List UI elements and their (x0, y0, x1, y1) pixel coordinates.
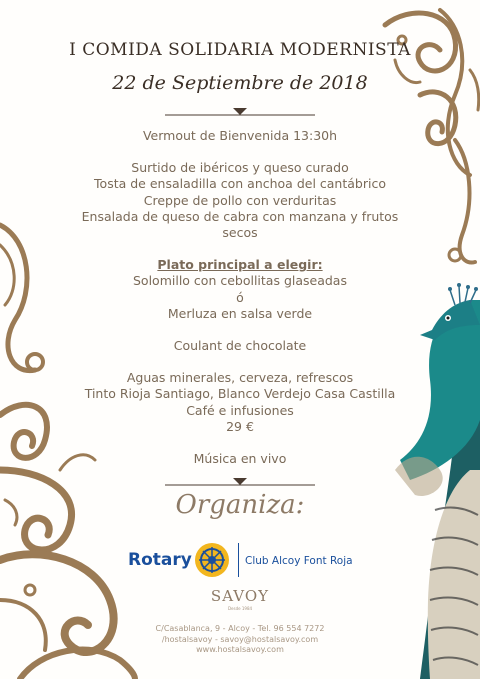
rotary-wheel-icon (193, 541, 231, 579)
welcome-drink: Vermout de Bienvenida 13:30h (142, 128, 338, 143)
main-course-heading: Plato principal a elegir: (157, 257, 323, 273)
venue-tagline: Desde 1984 (227, 606, 253, 611)
drink-item: Aguas minerales, cerveza, refrescos (126, 370, 354, 386)
venue-web: www.hostalsavoy.com (196, 645, 284, 654)
main-course-option: Merluza en salsa verde (167, 305, 313, 321)
drink-item: Tinto Rioja Santiago, Blanco Verdejo Casa Castilla (84, 386, 396, 402)
logo-separator (238, 543, 239, 577)
main-course-option: Solomillo con cebollitas glaseadas (133, 273, 347, 289)
event-date: 22 de Septiembre de 2018 (112, 72, 368, 94)
menu-list (70, 128, 410, 467)
starter-item: Creppe de pollo con verduritas (143, 192, 337, 208)
venue-address: C/Casablanca, 9 - Alcoy - Tel. 96 554 7272 (155, 624, 325, 633)
club-label: Club Alcoy Font Roja (245, 555, 353, 567)
main-course-separator: ó (236, 289, 244, 305)
price: 29 € (226, 418, 254, 434)
drink-item: Café e infusiones (186, 402, 294, 418)
starter-item: Tosta de ensaladilla con anchoa del cantábrico (94, 176, 386, 192)
starter-item: Surtido de ibéricos y queso curado (131, 160, 349, 176)
starter-item: Ensalada de queso de cabra con manzana y frutos secos (81, 208, 399, 241)
organizer-heading: Organiza: (175, 490, 305, 520)
venue-contact (140, 624, 340, 656)
rotary-label: Rotary (128, 550, 192, 570)
venue-email: /hostalsavoy - savoy@hostalsavoy.com (161, 634, 319, 644)
music-note: Música en vivo (193, 451, 287, 467)
event-title: I COMIDA SOLIDARIA MODERNISTA (69, 40, 411, 60)
venue-logo: SAVOY (210, 587, 270, 605)
dessert-item: Coulant de chocolate (173, 338, 307, 354)
